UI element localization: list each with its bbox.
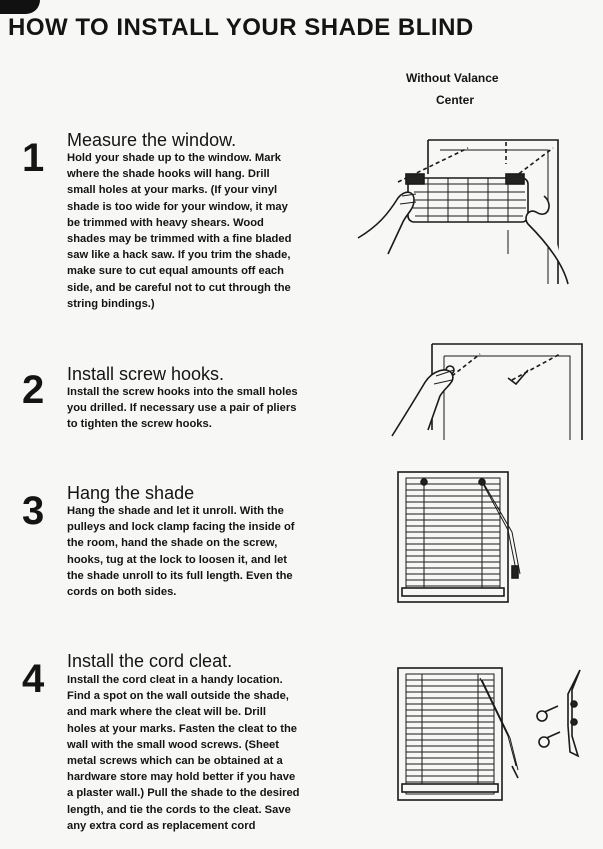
step-body [67,384,298,433]
bottom-rail [402,588,504,596]
string-bindings [422,674,478,786]
guide-line-left [452,354,480,376]
step-title: Install the cord cleat. [67,651,233,671]
step-line: a plaster wall.) Pull the shade to the desired [67,787,300,800]
shade-slats [406,484,500,586]
step-line: cords on both sides. [67,586,177,599]
step-line: be trimmed with heavy shears. Wood [67,216,264,229]
step-line: where the shade hooks will hang. Drill [67,168,270,181]
hang-shade-illustration [396,470,526,606]
step-number: 1 [22,136,45,180]
cord-cleat-illustration [396,666,596,802]
caption-center: Center [436,93,475,107]
step-title: Hang the shade [67,483,195,503]
step-line: side, and be careful not to cut through the [67,281,291,294]
window-frame-inner [444,356,570,440]
hook-mark-left [406,174,424,184]
cleat-hole-top [571,701,577,707]
step-line: wall with the small wood screws. (Sheet [67,738,279,751]
step-line: length, and tie the cords to the cleat. Save [67,803,291,816]
step-number: 3 [22,489,45,533]
step-number: 2 [22,368,45,412]
window-frame [398,472,508,602]
step-line: to tighten the screw hooks. [67,418,212,431]
install-hooks-illustration [392,340,592,440]
step-line: string bindings.) [67,297,155,310]
cord-cleat [568,670,580,756]
step-line: make sure to cut equal amounts off each [67,265,284,278]
step-line: shade is too wide for your window, it may [67,200,288,213]
step-line: pulleys and lock clamp facing the inside of [67,521,295,534]
step-body [67,150,291,312]
caption-without-valance: Without Valance [406,71,499,85]
screw-head-top [537,711,547,721]
bottom-rail [402,784,498,792]
left-hand [358,192,414,254]
measure-window-illustration [358,134,598,284]
cleat-hole-bottom [571,719,577,725]
step-line: you drilled. If necessary use a pair of pliers [67,402,297,415]
step-line: Install the screw hooks into the small holes [67,386,298,398]
step-line: saw like a hack saw. If you trim the shade, [67,249,291,262]
step-body [67,503,295,600]
step-line: Find a spot on the wall outside the shade, [67,690,289,703]
string-bindings [424,478,482,590]
step-line: Hang the shade and let it unroll. With the [67,505,284,517]
step-line: and mark where the cleat will be. Drill [67,706,266,719]
step-body [67,672,300,834]
step-line: any extra cord as replacement cord [67,819,256,832]
step-line: small holes at your marks. (If your vinyl [67,184,278,197]
step-line: holes at your marks. Fasten the cleat to the [67,722,298,735]
step-title: Install screw hooks. [67,364,225,384]
step-line: the shade unroll to its full length. Even the [67,569,293,582]
step-line: hardware store may hold better if you have [67,771,296,784]
pulley-left [421,479,427,485]
step-line: hooks, tug at the lock to loosen it, and let [67,553,288,566]
step-line: the room, hand the shade on the screw, [67,537,278,550]
ink-blot [0,0,40,14]
step-title: Measure the window. [67,130,237,150]
right-hand [526,196,568,284]
shade-slats [406,680,494,782]
hook-mark-right [506,174,524,184]
cord-tassel [512,566,518,578]
step-line: Install the cord cleat in a handy location. [67,674,283,686]
screw-head-bottom [539,737,549,747]
window-frame-outer [432,344,582,440]
step-number: 4 [22,657,45,701]
step-line: Hold your shade up to the window. Mark [67,152,282,164]
step-line: metal screws which can be obtained at a [67,755,283,768]
page-title: HOW TO INSTALL YOUR SHADE BLIND [8,14,474,41]
guide-line-right [512,354,560,380]
step-line: shades may be trimmed with a fine bladed [67,233,292,246]
